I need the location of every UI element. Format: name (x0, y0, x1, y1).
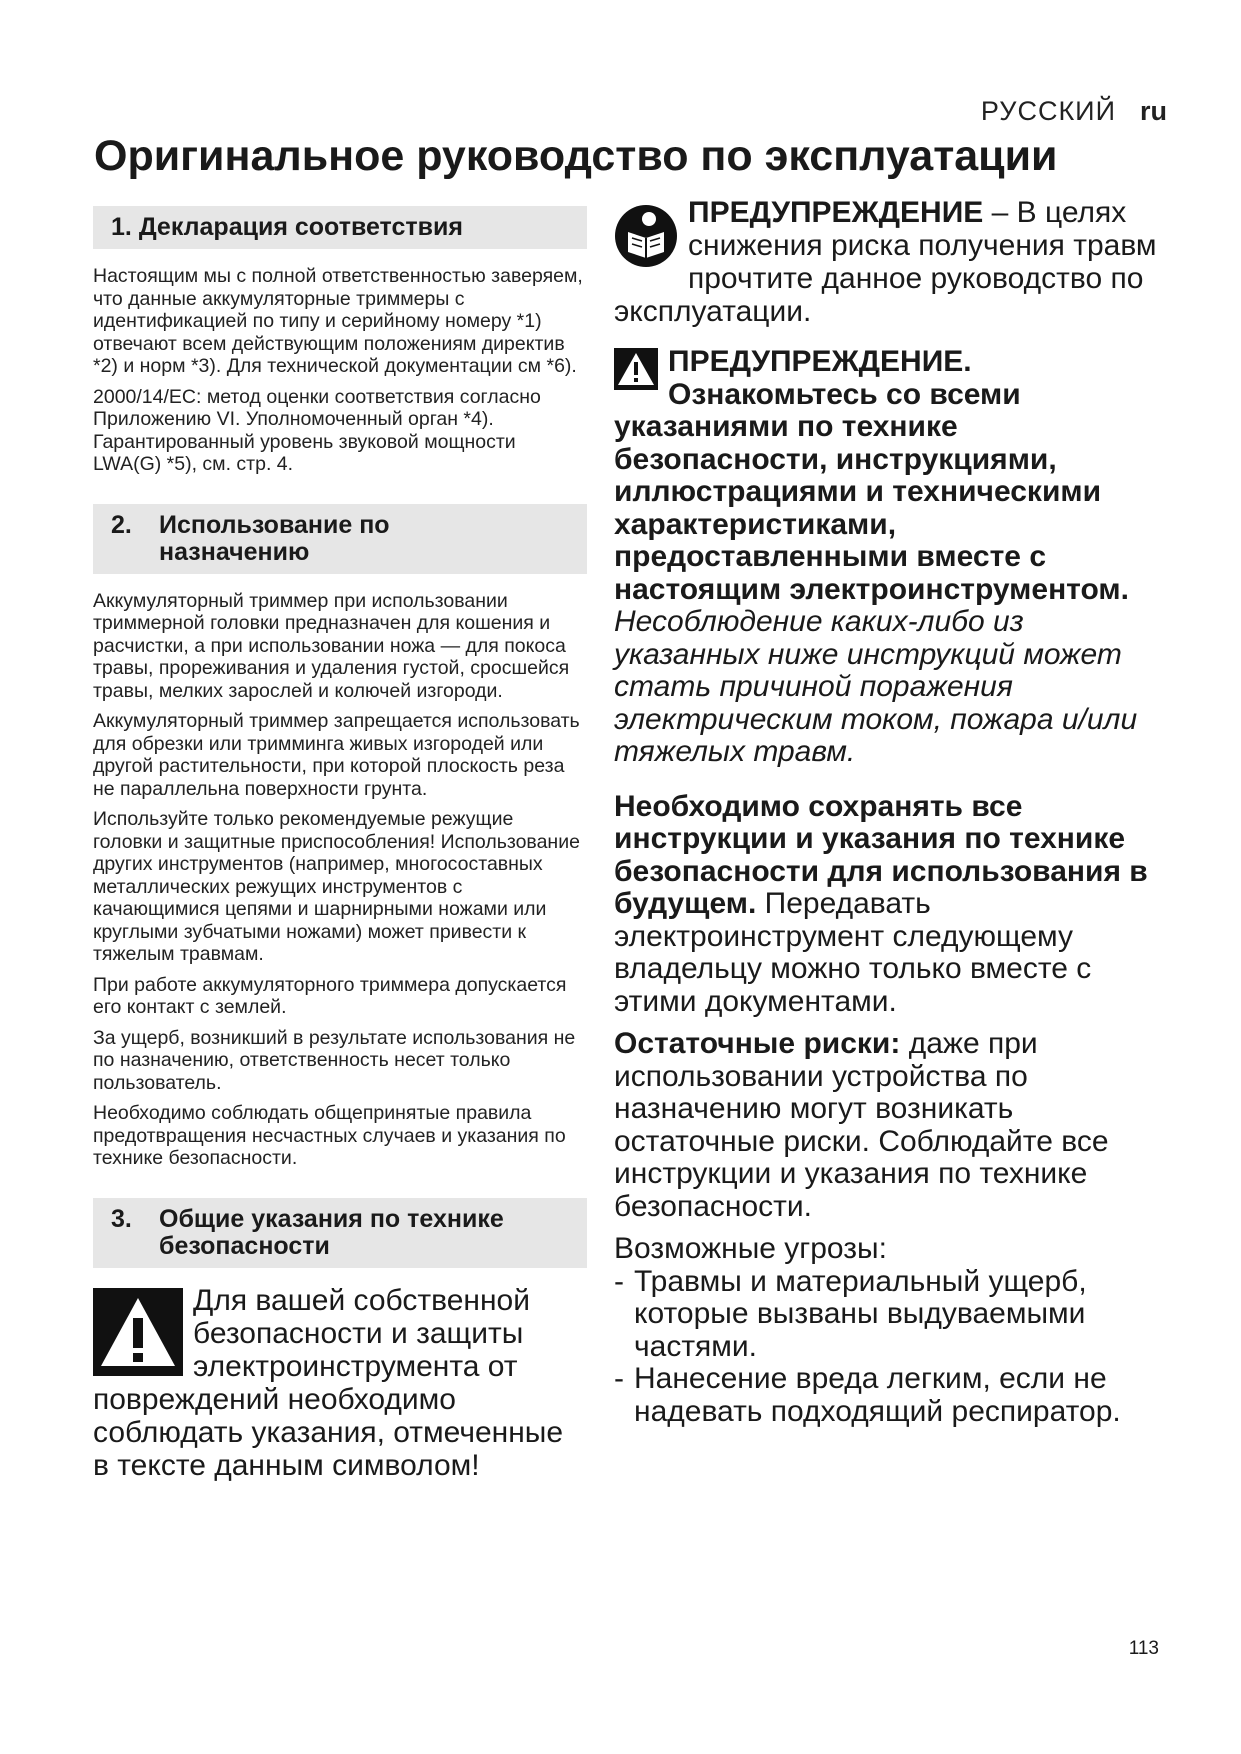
warning-2-italic-text: Несоблюдение каких-либо из указанных ниже инструкций может стать причиной поражения электрическим током, пожара и/или тяжелых травм. (614, 605, 1138, 768)
residual-risks-label: Остаточные риски: (614, 1027, 901, 1060)
safety-symbol-note-text: Для вашей собственной безопасности и защиты электроинструмента от повреждений необходимо соблюдать указания, отмеченные в тексте данным символом! (93, 1283, 564, 1482)
section-2-paragraph: При работе аккумуляторного триммера допускается его контакт с землей. (93, 973, 567, 1018)
language-name: РУССКИЙ (980, 96, 1116, 126)
threats-title: Возможные угрозы: (614, 1232, 887, 1265)
section-1-paragraph: 2000/14/EC: метод оценки соответствия согласно Приложению VI. Уполномоченный орган *4). Гарантированный уровень звуковой мощности LWA(G) *5), см. стр. 4. (93, 385, 541, 475)
page-title: Оригинальное руководство по эксплуатации (94, 132, 1058, 180)
section-1-paragraph: Настоящим мы с полной ответственностью заверяем, что данные аккумуляторные триммеры с идентификацией по типу и серийному номеру *1) отвечают всем действующим положениям директив *2) и норм *3). Для технической документации см *6). (93, 265, 583, 377)
warning-triangle-icon (93, 1288, 183, 1376)
keep-instructions-text: Передавать электроинструмент следующему владельцу можно только вместе с этими документами. (614, 887, 1092, 1018)
warning-triangle-small-icon (614, 348, 658, 390)
residual-risks (614, 1028, 1174, 1223)
warning-read-manual (614, 196, 1174, 328)
warning-general (614, 346, 1174, 769)
keep-instructions-note (614, 791, 1174, 1019)
list-dash: - (614, 1362, 624, 1395)
threat-list-item (614, 1266, 1174, 1364)
left-column (93, 206, 587, 1482)
warning-1-text: – В целях снижения риска получения травм прочтите данное руководство по эксплуатации. (614, 196, 1157, 328)
keep-instructions-bold: Необходимо сохранять все инструкции и указания по технике безопасности для использования в будущем. (614, 789, 1148, 920)
section-3-heading (93, 1198, 587, 1268)
read-manual-icon (614, 204, 678, 268)
section-2-heading (93, 504, 587, 574)
list-dash: - (614, 1264, 624, 1298)
right-column (614, 196, 1174, 1438)
section-2-paragraph: За ущерб, возникший в результате использования не по назначению, ответственность несет только пользователь. (93, 1026, 576, 1094)
section-2-paragraph: Аккумуляторный триммер при использовании триммерной головки предназначен для кошения и расчистки, а при использовании ножа — для покоса травы, прореживания и удаления густой, сросшейся травы, мелких зарослей и колючей изгороди. (93, 589, 570, 702)
section-2-paragraph: Аккумуляторный триммер запрещается использовать для обрезки или тримминга живых изгородей или другой растительности, при которой плоскость реза не параллельна поверхности грунта. (93, 710, 580, 800)
language-label (981, 96, 1167, 127)
page-number: 113 (1128, 1638, 1159, 1659)
threat-text: Нанесение вреда легким, если не надевать подходящий респиратор. (634, 1362, 1121, 1428)
section-2-paragraph: Используйте только рекомендуемые режущие головки и защитные приспособления! Использование других инструментов (например, многосоставных металлических режущих инструментов с качающимися цепями и шарнирными ножами или круглыми зубчатыми ножами) может привести к тяжелым травмам. (93, 808, 580, 965)
language-code: ru (1140, 96, 1167, 126)
section-1-number: 1. (111, 213, 132, 241)
warning-2-bold-text: ПРЕДУПРЕЖДЕНИЕ. Ознакомьтесь со всеми указаниями по технике безопасности, инструкциями, иллюстрациями и техническими характеристиками, предоставленными вместе с настоящим электроинструментом. (614, 345, 1129, 606)
warning-1-label: ПРЕДУПРЕЖДЕНИЕ (688, 196, 984, 229)
section-2-paragraph: Необходимо соблюдать общепринятые правила предотвращения несчастных случаев и указания по технике безопасности. (93, 1102, 566, 1169)
safety-symbol-note (93, 1284, 587, 1482)
threat-text: Травмы и материальный ущерб, которые вызваны выдуваемыми частями. (634, 1264, 1087, 1363)
section-3-title: Общие указания по технике безопасности (159, 1204, 504, 1260)
section-2-number: 2. (111, 510, 132, 539)
threat-list-item (614, 1363, 1174, 1428)
section-3-number: 3. (111, 1204, 132, 1233)
section-1-heading (93, 206, 587, 249)
section-2-title: Использование по назначению (159, 510, 390, 566)
residual-risks-text: даже при использовании устройства по назначению могут возникать остаточные риски. Соблюдайте все инструкции и указания по технике безопасности. (614, 1027, 1109, 1223)
section-1-title: Декларация соответствия (138, 213, 463, 241)
